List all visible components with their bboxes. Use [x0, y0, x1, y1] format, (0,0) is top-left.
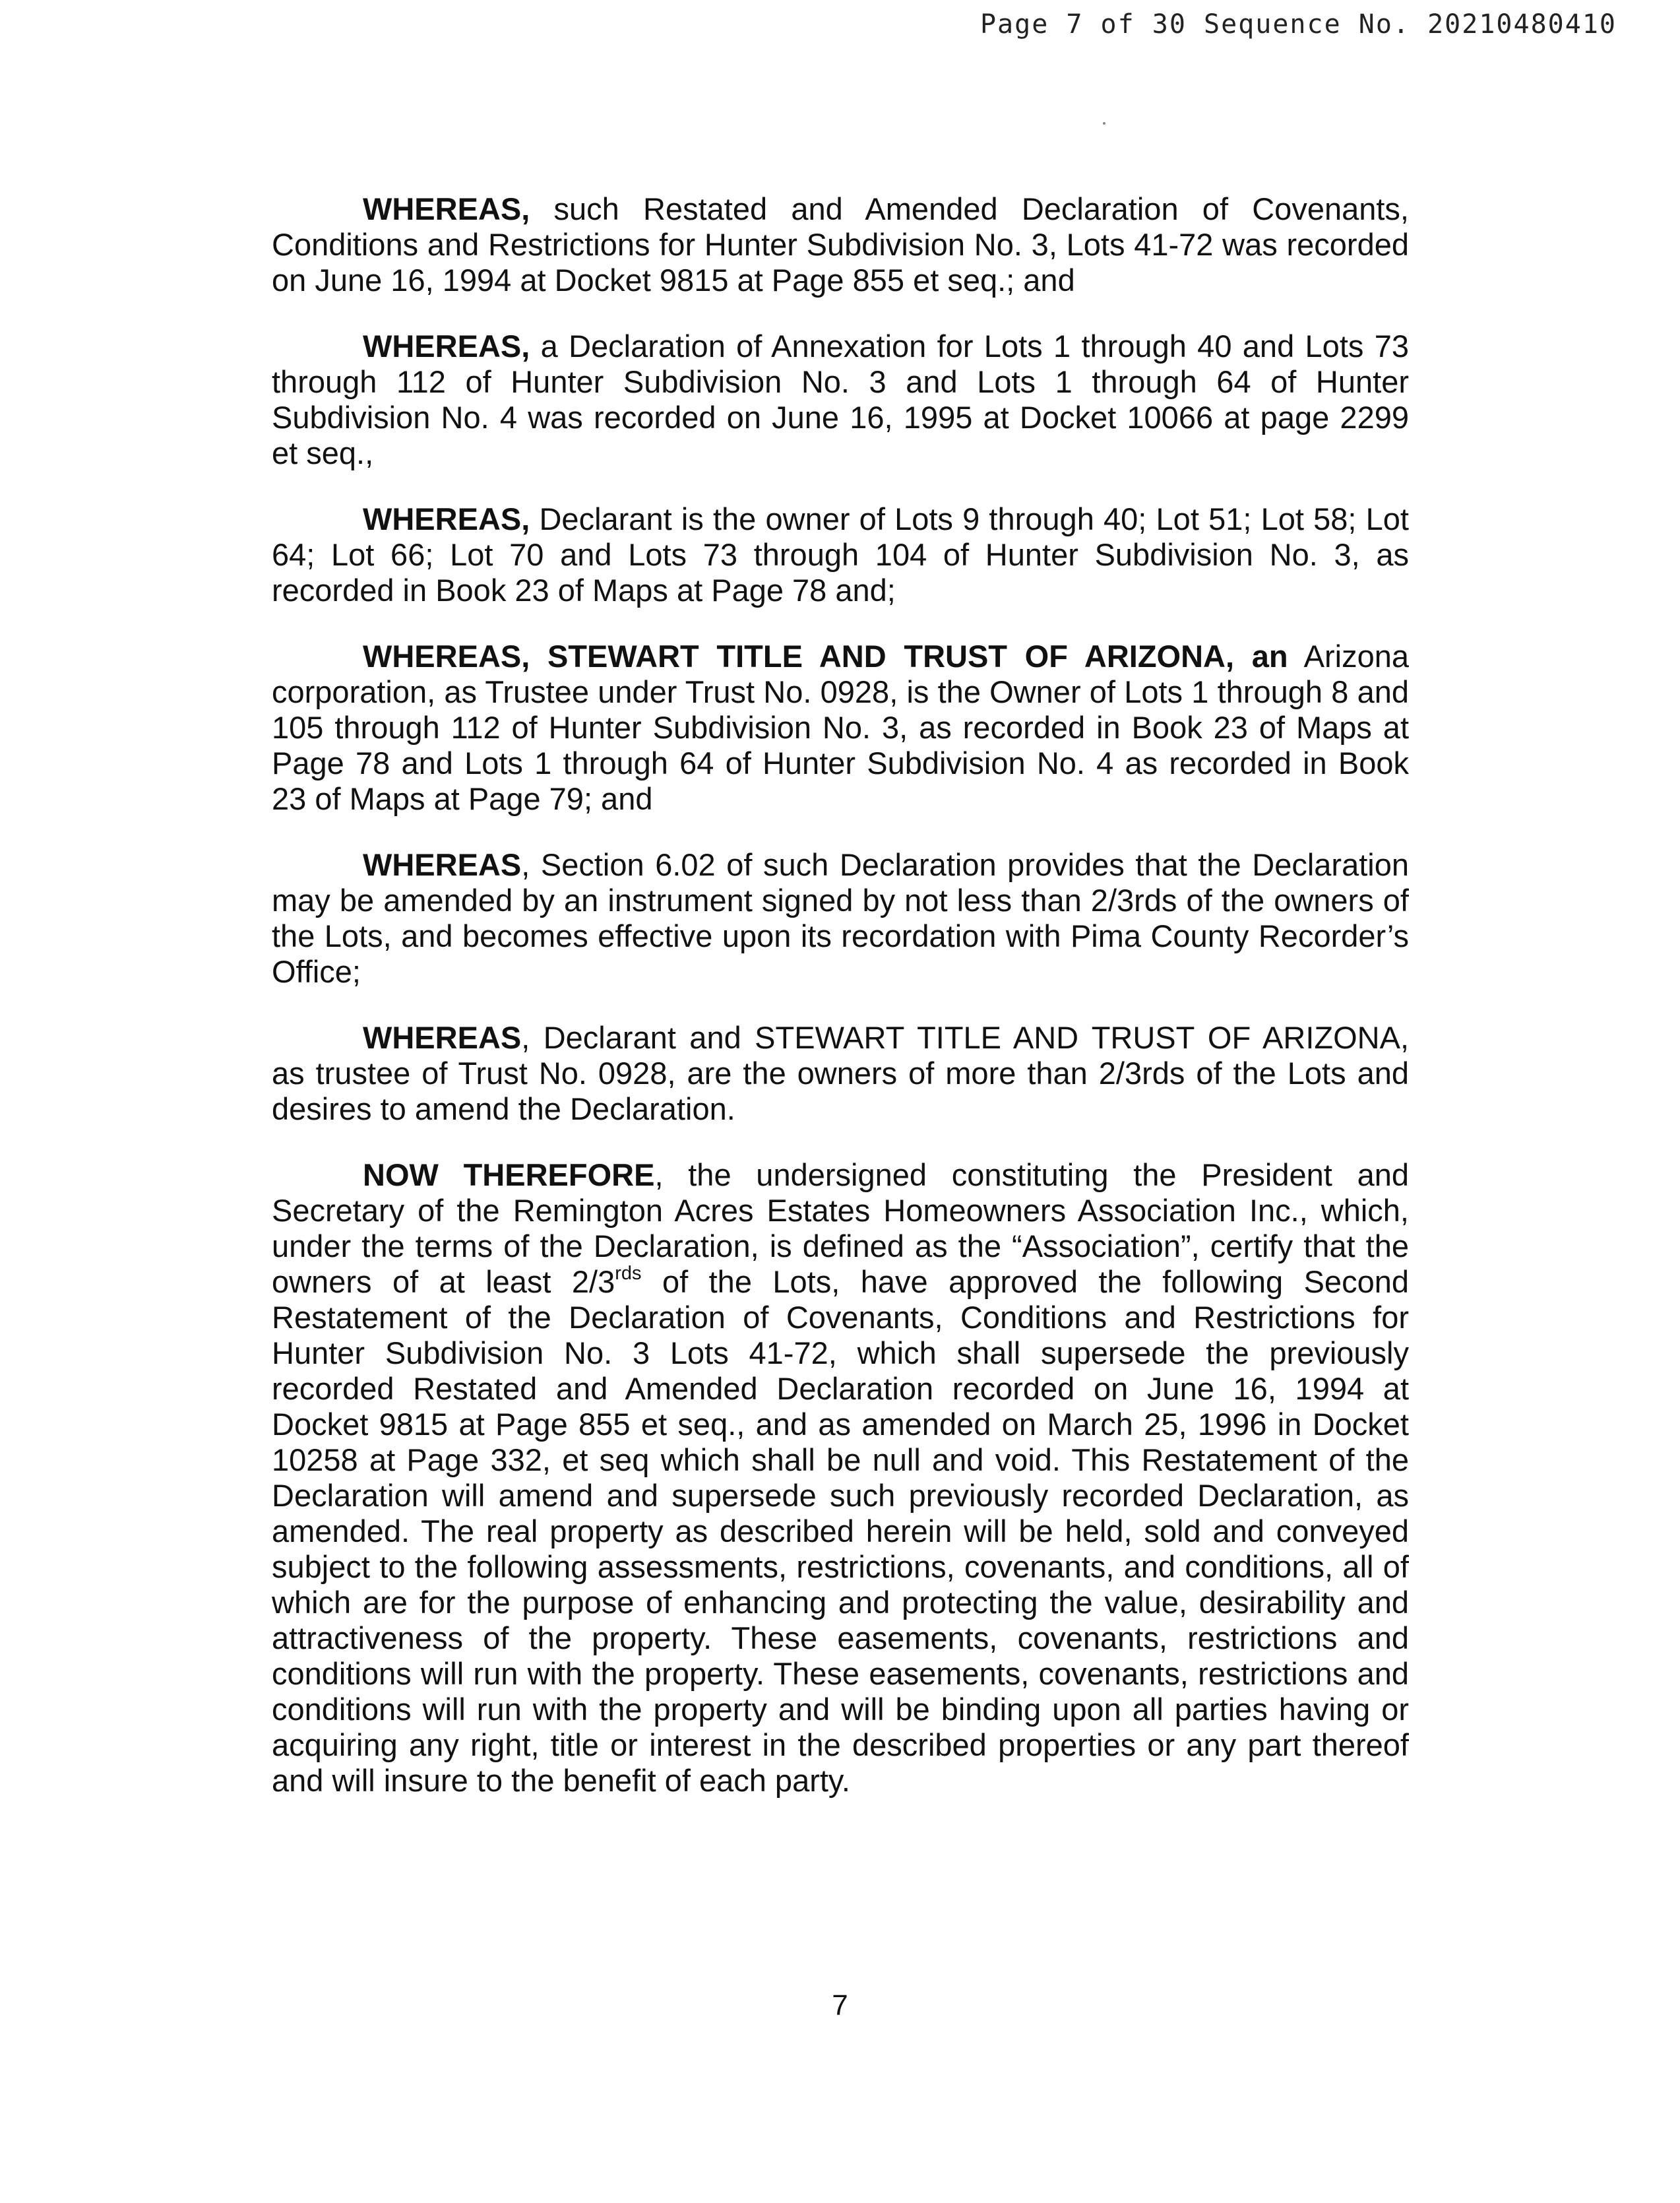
- whereas-paragraph-2: [272, 329, 1409, 471]
- page-number: 7: [832, 1989, 848, 2022]
- paragraph-text: Arizona corporation, as Trustee under Trust No. 0928, is the Owner of Lots 1 through 8 and 105 through 112 of Hunter Subdivision No. 3, as recorded in Book 23 of Maps at Page 78 and Lots 1 through 64 of Hunter Subdivision No. 4 as recorded in Book 23 of Maps at Page 79; and: [272, 639, 1409, 816]
- paragraph-text-part-1: , the undersigned constituting the President and Secretary of the Remington Acres Estates Homeowners Association Inc., which, under the terms of the Declaration, is defined as the “Association”, certify that the owners of at least 2/3: [272, 1157, 1409, 1299]
- paragraph-text: a Declaration of Annexation for Lots 1 through 40 and Lots 73 through 112 of Hunter Subdivision No. 3 and Lots 1 through 64 of Hunter Subdivision No. 4 was recorded on June 16, 1995 at Docket 10066 at page 2299 et seq.,: [272, 329, 1409, 470]
- whereas-paragraph-4: [272, 639, 1409, 817]
- paragraph-text: , Section 6.02 of such Declaration provides that the Declaration may be amended by an instrument signed by not less than 2/3rds of the owners of the Lots, and becomes effective upon its recordation with Pima County Recorder’s Office;: [272, 847, 1409, 989]
- document-body: [272, 191, 1409, 1829]
- now-therefore-paragraph: [272, 1157, 1409, 1799]
- whereas-paragraph-5: [272, 847, 1409, 990]
- paragraph-lead: NOW THEREFORE: [363, 1157, 655, 1192]
- paragraph-text: , Declarant and STEWART TITLE AND TRUST OF ARIZONA, as trustee of Trust No. 0928, are the owners of more than 2/3rds of the Lots and desires to amend the Declaration.: [272, 1020, 1409, 1126]
- page-sequence-header: Page 7 of 30 Sequence No. 20210480410: [980, 9, 1617, 40]
- whereas-paragraph-3: [272, 501, 1409, 608]
- paragraph-lead: WHEREAS: [363, 847, 522, 882]
- paragraph-lead: WHEREAS, STEWART TITLE AND TRUST OF ARIZONA, an: [363, 639, 1288, 674]
- paragraph-lead: WHEREAS: [363, 1020, 522, 1055]
- whereas-paragraph-6: [272, 1020, 1409, 1127]
- paragraph-lead: WHEREAS,: [363, 501, 530, 536]
- superscript-rds: rds: [615, 1263, 642, 1284]
- paragraph-text-part-2: of the Lots, have approved the following Second Restatement of the Declaration of Covenants, Conditions and Restrictions for Hunter Subdivision No. 3 Lots 41-72, which shall supersede the previously recorded Restated and Amended Declaration recorded on June 16, 1994 at Docket 9815 at Page 855 et seq., and as amended on March 25, 1996 in Docket 10258 at Page 332, et seq which shall be null and void. This Restatement of the Declaration will amend and supersede such previously recorded Declaration, as amended. The real property as described herein will be held, sold and conveyed subject to the following assessments, restrictions, covenants, and conditions, all of which are for the purpose of enhancing and protecting the value, desirability and attractiveness of the property. These easements, covenants, restrictions and conditions will run with the property. These easements, covenants, restrictions and conditions will run with the property and will be binding upon all parties having or acquiring any right, title or interest in the described properties or any part thereof and will insure to the benefit of each party.: [272, 1264, 1409, 1798]
- scan-speck: [1103, 122, 1105, 125]
- paragraph-text: Declarant is the owner of Lots 9 through 40; Lot 51; Lot 58; Lot 64; Lot 66; Lot 70 and Lots 73 through 104 of Hunter Subdivision No. 3, as recorded in Book 23 of Maps at Page 78 and;: [272, 501, 1409, 608]
- paragraph-lead: WHEREAS,: [363, 329, 530, 364]
- paragraph-text: such Restated and Amended Declaration of Covenants, Conditions and Restrictions for Hunter Subdivision No. 3, Lots 41-72 was recorded on June 16, 1994 at Docket 9815 at Page 855 et seq.; and: [272, 191, 1409, 298]
- paragraph-lead: WHEREAS,: [363, 191, 530, 226]
- whereas-paragraph-1: [272, 191, 1409, 298]
